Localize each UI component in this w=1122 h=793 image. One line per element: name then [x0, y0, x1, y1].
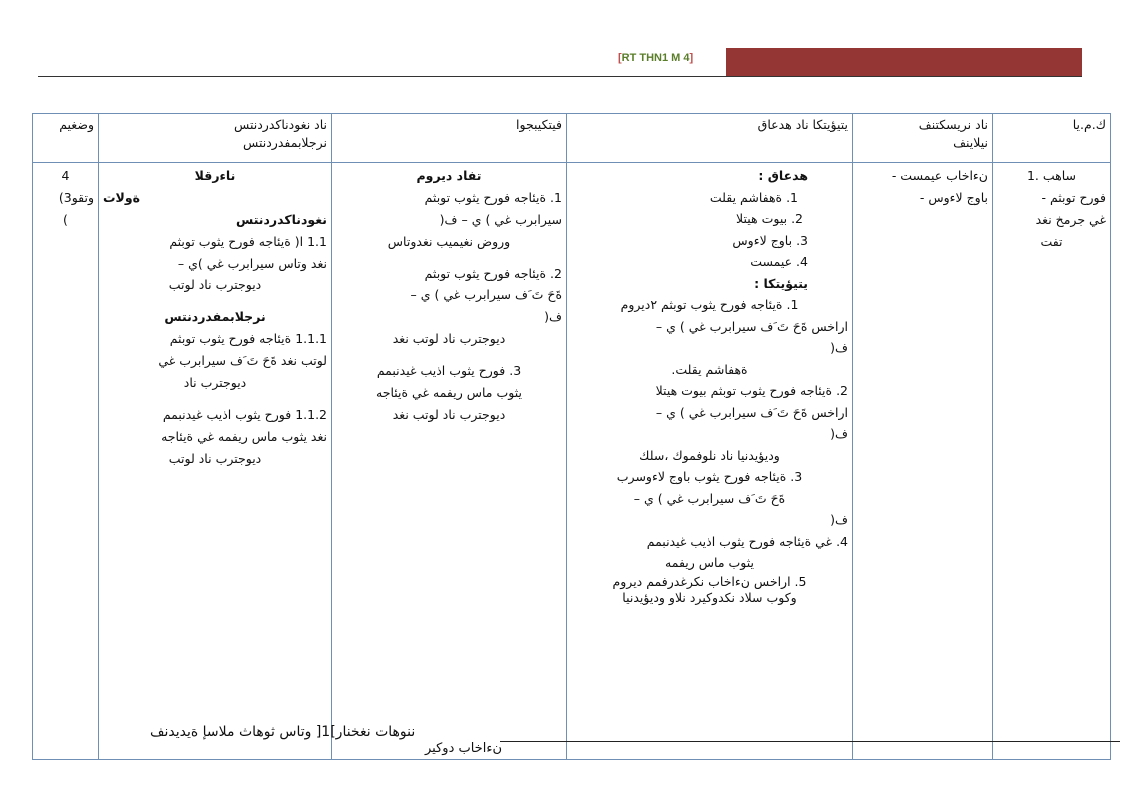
header-line — [38, 76, 1082, 77]
cell-emk: ساهب .1 فورح توبثم - غي جرمخ نغد تفت — [993, 163, 1111, 760]
lesson-plan-table — [32, 113, 1111, 760]
header-label: [RT THN1 M 4] — [618, 52, 694, 64]
kaedah-title: هدعاق : — [758, 168, 808, 183]
cell-aktiviti: هدعاق : 1. ةهفاشم يقلت 2. بيوت هيتلا 3. باوج لاءوس 4. عيمست يتيؤيتكا : 1. ةيئاجه فورح يثوب توبثم ٢ديروم اراخس ةَحَ تَ َف سيرابرب غي ) ي – ف( ةهفاشم يقلت. 2. ةيئاجه فورح يثوب توبثم بيوت هيتلا اراخس ةَحَ تَ َف سيرابرب غي ) ي – ف( وديؤيدنيا ناد نلوفموك ،سلك 3. ةيئاجه فورح يثوب باوج لاءوسرب ةَحَ تَ َف سيرابرب غي ) ي – ف( 4. غي ةيئاجه فورح يثوب اذيب غيدنبمم يثوب ماس ريفمه 5. اراخس نءاخاب نكرغدرفمم ديروم وكوب سلاد نكدوكيرد نلاو وديؤيدنيا — [567, 163, 853, 760]
header-standard: ناد نغودناكدردنتس نرجلابمفدردنتس — [99, 114, 332, 163]
header-minggu: وضغيم — [33, 114, 99, 163]
cell-nilai: نءاخاب عيمست - باوج لاءوس - — [853, 163, 993, 760]
footer-line — [500, 741, 1120, 742]
header-label-text: RT THN1 M 4 — [621, 52, 690, 64]
objektif-title: تفاد ديروم — [416, 168, 482, 183]
header-emk: ك.م.يا — [993, 114, 1111, 163]
table-header-row — [33, 114, 1111, 163]
header-nilai: ناد نريسكتنف نيلاينف — [853, 114, 993, 163]
table-body-row — [33, 163, 1111, 760]
footer-text: ننوهات نغخنار]1[ وتاس ثوهاث ملاسإ ةيديدنف — [150, 724, 416, 740]
aktiviti-title: يتيؤيتكا : — [754, 275, 808, 291]
standard-sk-title: نغودناكدردنتس — [236, 211, 327, 227]
standard-sp-title: نرجلابمفدردنتس — [164, 309, 266, 325]
overlap-line: نءاخاب دوكير — [425, 741, 502, 756]
cell-minggu: 4 وتقو3) ) — [33, 163, 99, 760]
header-aktiviti: يتيؤيتكا ناد هدعاق — [567, 114, 853, 163]
standard-subtitle: ةولات — [103, 189, 141, 205]
header-bar — [726, 48, 1082, 76]
cell-standard: ناءرقلا ةولات نغودناكدردنتس 1.1 ا( ةيئاجه فورح يثوب توبثم نغد وتاس سيرابرب غي )ي – ديوجترب ناد لوتب نرجلابمفدردنتس 1.1.1 ةيئاجه فورح يثوب توبثم لوتب نغد ةَحَ تَ َف سيرابرب غي ديوجترب ناد 1.1.2 فورح يثوب اذيب غيدنبمم نغد يثوب ماس ريفمه غي ةيئاجه ديوجترب ناد لوتب — [99, 163, 332, 760]
standard-title: ناءرقلا — [194, 168, 236, 183]
header-objektif: فيتكيبجوا — [332, 114, 567, 163]
cell-objektif: تفاد ديروم 1. ةيئاجه فورح يثوب توبثم سيرابرب غي ) ي – ف( وروض نغيميب نغدوتاس 2. ةيئاجه فورح يثوب توبثم ةَحَ تَ َف سيرابرب غي ) ي – ف( ديوجترب ناد لوتب نغد 3. فورح يثوب اذيب غيدنبمم يثوب ماس ريفمه غي ةيئاجه ديوجترب ناد لوتب نغد — [332, 163, 567, 760]
